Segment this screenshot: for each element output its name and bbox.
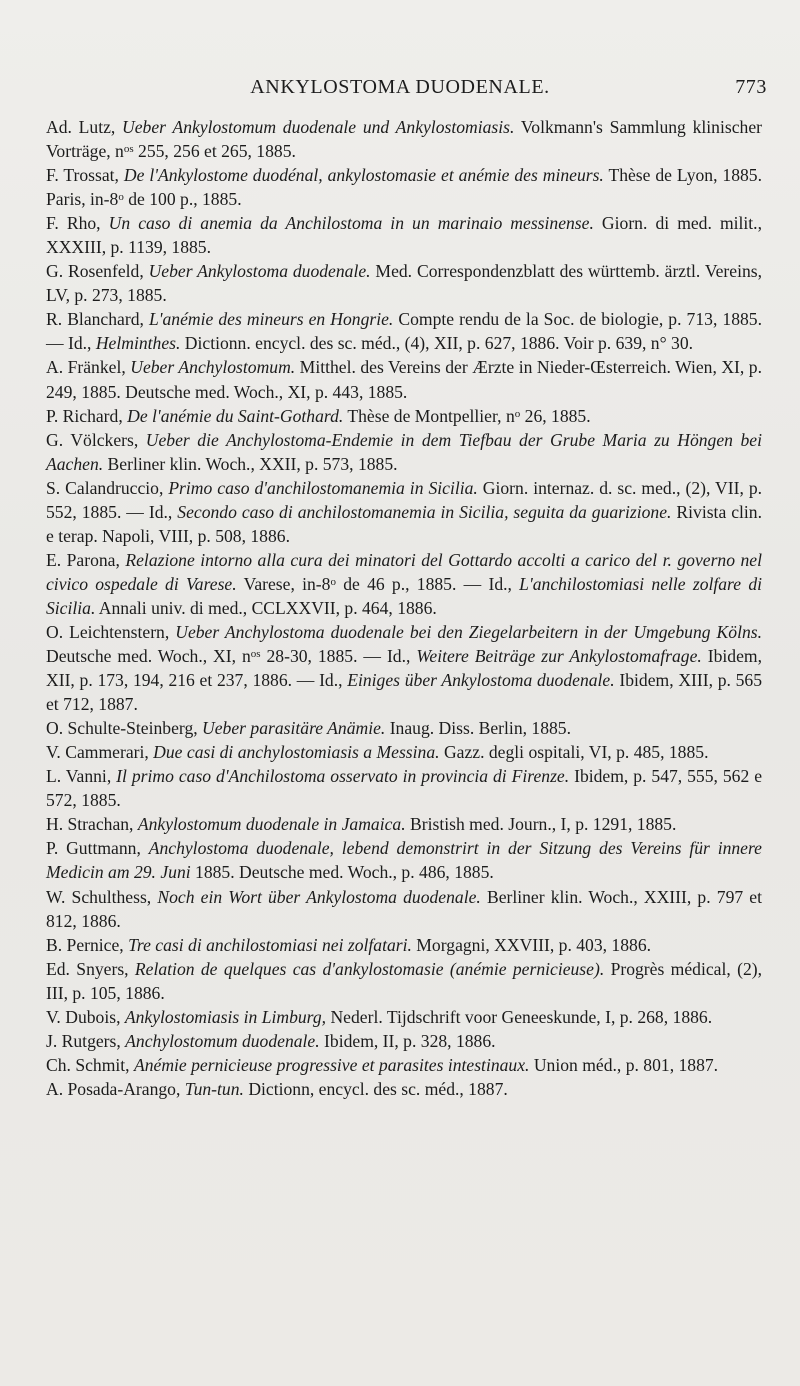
bibliography-entry: [46, 1077, 762, 1101]
entry-text: V. Dubois,: [46, 1006, 125, 1027]
entry-title: Tun-tun.: [184, 1078, 244, 1099]
entry-text: Dictionn, encycl. des sc. méd., 1887.: [243, 1078, 508, 1099]
entry-title: L'anémie des mineurs en Hongrie.: [148, 309, 394, 330]
entry-title: Anémie pernicieuse progressive et parasites intestinaux.: [133, 1054, 530, 1075]
entry-title: Anchylostomum duodenale.: [125, 1030, 320, 1051]
entry-text: Ibidem, XIII, p. 565 et 712, 1887.: [46, 670, 763, 715]
entry-title: Secondo caso di anchilostomanemia in Sicilia, seguita da guarizione.: [177, 501, 672, 522]
entry-text: Compte rendu de la Soc. de biologie, p. 713, 1885. — Id.,: [46, 309, 762, 354]
bibliography-entry: [46, 355, 762, 403]
entry-superscript: o: [118, 191, 124, 204]
entry-text: A. Posada-Arango,: [46, 1078, 185, 1099]
entry-text: Deutsche med. Woch., XI, n: [46, 646, 251, 667]
bibliography-entry: [46, 1029, 762, 1053]
bibliography-entry: [46, 1005, 762, 1029]
bibliography-entry: [46, 812, 762, 836]
entry-title: Ueber Ankylostoma duodenale.: [148, 261, 371, 282]
entry-text: P. Richard,: [46, 405, 128, 426]
entry-superscript: os: [250, 648, 261, 661]
bibliography-entry: [46, 620, 762, 716]
entry-text: Ed. Snyers,: [46, 958, 135, 979]
entry-title: Ankylostomiasis in Limburg,: [124, 1006, 327, 1027]
entry-text: Union méd., p. 801, 1887.: [529, 1054, 719, 1075]
bibliography-list: [46, 115, 762, 1101]
entry-title: Anchylostoma duodenale, lebend demonstrirt in der Sitzung des Vereins für innere Medicin am 29. Juni: [46, 838, 762, 883]
entry-text: Morgagni, XXVIII, p. 403, 1886.: [411, 934, 652, 955]
entry-text: Ibidem, XII, p. 173, 194, 216 et 237, 1886. — Id.,: [46, 646, 762, 691]
entry-text: Dictionn. encycl. des sc. méd., (4), XII, p. 627, 1886. Voir p. 639, n° 30.: [180, 333, 694, 354]
entry-title: Tre casi di anchilostomiasi nei zolfatari.: [128, 934, 412, 955]
bibliography-entry: [46, 836, 762, 884]
bibliography-entry: [46, 259, 762, 307]
entry-text: Rivista clin. e terap. Napoli, VIII, p. 508, 1886.: [46, 501, 762, 546]
page-number: 773: [735, 76, 767, 98]
entry-title: Ankylostomum duodenale in Jamaica.: [137, 814, 406, 835]
bibliography-entry: [46, 548, 762, 620]
entry-text: Varese, in-8: [236, 573, 331, 594]
entry-text: Thèse de Montpellier, n: [343, 405, 515, 426]
entry-title: Ueber die Anchylostoma-Endemie in dem Tiefbau der Grube Maria zu Höngen bei Aachen.: [46, 429, 762, 474]
entry-text: 28-30, 1885. — Id.,: [260, 646, 417, 667]
running-header: [30, 76, 770, 102]
bibliography-entry: [46, 211, 762, 259]
entry-text: A. Fränkel,: [46, 357, 131, 378]
entry-text: 1885. Deutsche med. Woch., p. 486, 1885.: [190, 862, 494, 883]
bibliography-entry: [46, 476, 762, 548]
entry-text: Berliner klin. Woch., XXIII, p. 797 et 812, 1886.: [46, 886, 763, 931]
entry-title: Weitere Beiträge zur Ankylostomafrage.: [416, 646, 702, 667]
entry-title: De l'Ankylostome duodénal, ankylostomasie et anémie des mineurs.: [123, 165, 604, 186]
entry-text: F. Rho,: [46, 213, 109, 234]
entry-text: S. Calandruccio,: [46, 477, 169, 498]
entry-text: Berliner klin. Woch., XXII, p. 573, 1885.: [103, 453, 398, 474]
entry-text: Ch. Schmit,: [46, 1054, 134, 1075]
entry-superscript: os: [123, 143, 134, 156]
entry-text: E. Parona,: [46, 549, 126, 570]
entry-text: V. Cammerari,: [46, 742, 154, 763]
entry-title: Einiges über Ankylostoma duodenale.: [347, 670, 615, 691]
entry-text: Mitthel. des Vereins der Ærzte in Nieder-Œsterreich. Wien, XI, p. 249, 1885. Deutsche med. Woch., XI, p. 443, 1885.: [46, 357, 763, 402]
entry-text: Nederl. Tijdschrift voor Geneeskunde, I, p. 268, 1886.: [326, 1006, 713, 1027]
bibliography-entry: [46, 115, 762, 163]
entry-text: Gazz. degli ospitali, VI, p. 485, 1885.: [439, 742, 709, 763]
entry-text: 255, 256 et 265, 1885.: [133, 141, 296, 162]
bibliography-entry: [46, 957, 762, 1005]
entry-title: Un caso di anemia da Anchilostoma in un marinaio messinense.: [108, 213, 594, 234]
entry-title: Relation de quelques cas d'ankylostomasie (anémie pernicieuse).: [134, 958, 605, 979]
bibliography-entry: [46, 933, 762, 957]
bibliography-entry: [46, 428, 762, 476]
bibliography-entry: [46, 1053, 762, 1077]
entry-text: P. Guttmann,: [46, 838, 149, 859]
entry-text: de 46 p., 1885. — Id.,: [335, 573, 520, 594]
entry-superscript: o: [514, 407, 521, 420]
entry-title: Ueber Ankylostomum duodenale und Ankylostomiasis.: [122, 117, 515, 137]
entry-title: De l'anémie du Saint-Gothard.: [127, 405, 344, 426]
entry-title: Ueber parasitäre Anämie.: [202, 718, 386, 739]
entry-title: Noch ein Wort über Ankylostoma duodenale.: [157, 886, 481, 907]
entry-text: W. Schulthess,: [46, 886, 158, 907]
entry-title: L'anchilostomiasi nelle zolfare di Sicilia.: [46, 573, 763, 618]
entry-title: Ueber Anchylostomum.: [130, 357, 296, 378]
entry-text: G. Rosenfeld,: [46, 261, 149, 282]
entry-text: R. Blanchard,: [46, 309, 149, 330]
entry-title: Primo caso d'anchilostomanemia in Sicilia.: [168, 477, 478, 498]
entry-text: Ibidem, p. 547, 555, 562 e 572, 1885.: [46, 766, 763, 811]
entry-text: de 100 p., 1885.: [123, 189, 242, 210]
entry-title: Relazione intorno alla cura dei minatori del Gottardo accolti a carico del r. governo nel civico ospedale di Varese.: [46, 549, 762, 594]
bibliography-entry: [46, 764, 762, 812]
entry-text: Bristish med. Journ., I, p. 1291, 1885.: [405, 814, 677, 835]
entry-text: Annali univ. di med., CCLXXVII, p. 464, 1886.: [95, 597, 437, 618]
entry-text: F. Trossat,: [46, 165, 124, 186]
bibliography-entry: [46, 307, 762, 355]
entry-text: L. Vanni,: [46, 766, 117, 787]
entry-text: Ad. Lutz,: [46, 117, 123, 137]
entry-text: Inaug. Diss. Berlin, 1885.: [385, 718, 571, 739]
entry-text: G. Völckers,: [46, 429, 146, 450]
entry-title: Due casi di anchylostomiasis a Messina.: [153, 742, 440, 763]
entry-text: 26, 1885.: [520, 405, 591, 426]
entry-text: O. Schulte-Steinberg,: [46, 718, 203, 739]
entry-text: Thèse de Lyon, 1885. Paris, in-8: [46, 165, 763, 210]
entry-superscript: o: [330, 575, 336, 588]
entry-title: Helminthes.: [95, 333, 181, 354]
bibliography-entry: [46, 716, 762, 740]
entry-text: Volkmann's Sammlung klinischer Vorträge, n: [46, 117, 762, 162]
bibliography-entry: [46, 885, 762, 933]
entry-text: H. Strachan,: [46, 814, 138, 835]
entry-text: B. Pernice,: [46, 934, 129, 955]
entry-text: Giorn. di med. milit., XXXIII, p. 1139, 1885.: [46, 213, 762, 258]
entry-text: Progrès médical, (2), III, p. 105, 1886.: [46, 958, 763, 1003]
entry-title: Il primo caso d'Anchilostoma osservato in provincia di Firenze.: [116, 766, 570, 787]
entry-text: Giorn. internaz. d. sc. med., (2), VII, p. 552, 1885. — Id.,: [46, 477, 763, 522]
bibliography-entry: [46, 404, 762, 428]
bibliography-entry: [46, 163, 762, 211]
bibliography-entry: [46, 740, 762, 764]
entry-text: Med. Correspondenzblatt des württemb. ärztl. Vereins, LV, p. 273, 1885.: [46, 261, 763, 306]
entry-text: J. Rutgers,: [46, 1030, 126, 1051]
entry-text: O. Leichtenstern,: [46, 621, 176, 642]
entry-title: Ueber Anchylostoma duodenale bei den Ziegelarbeitern in der Umgebung Kölns.: [175, 621, 763, 642]
running-title: ANKYLOSTOMA DUODENALE.: [250, 76, 550, 98]
entry-text: Ibidem, II, p. 328, 1886.: [319, 1030, 496, 1051]
